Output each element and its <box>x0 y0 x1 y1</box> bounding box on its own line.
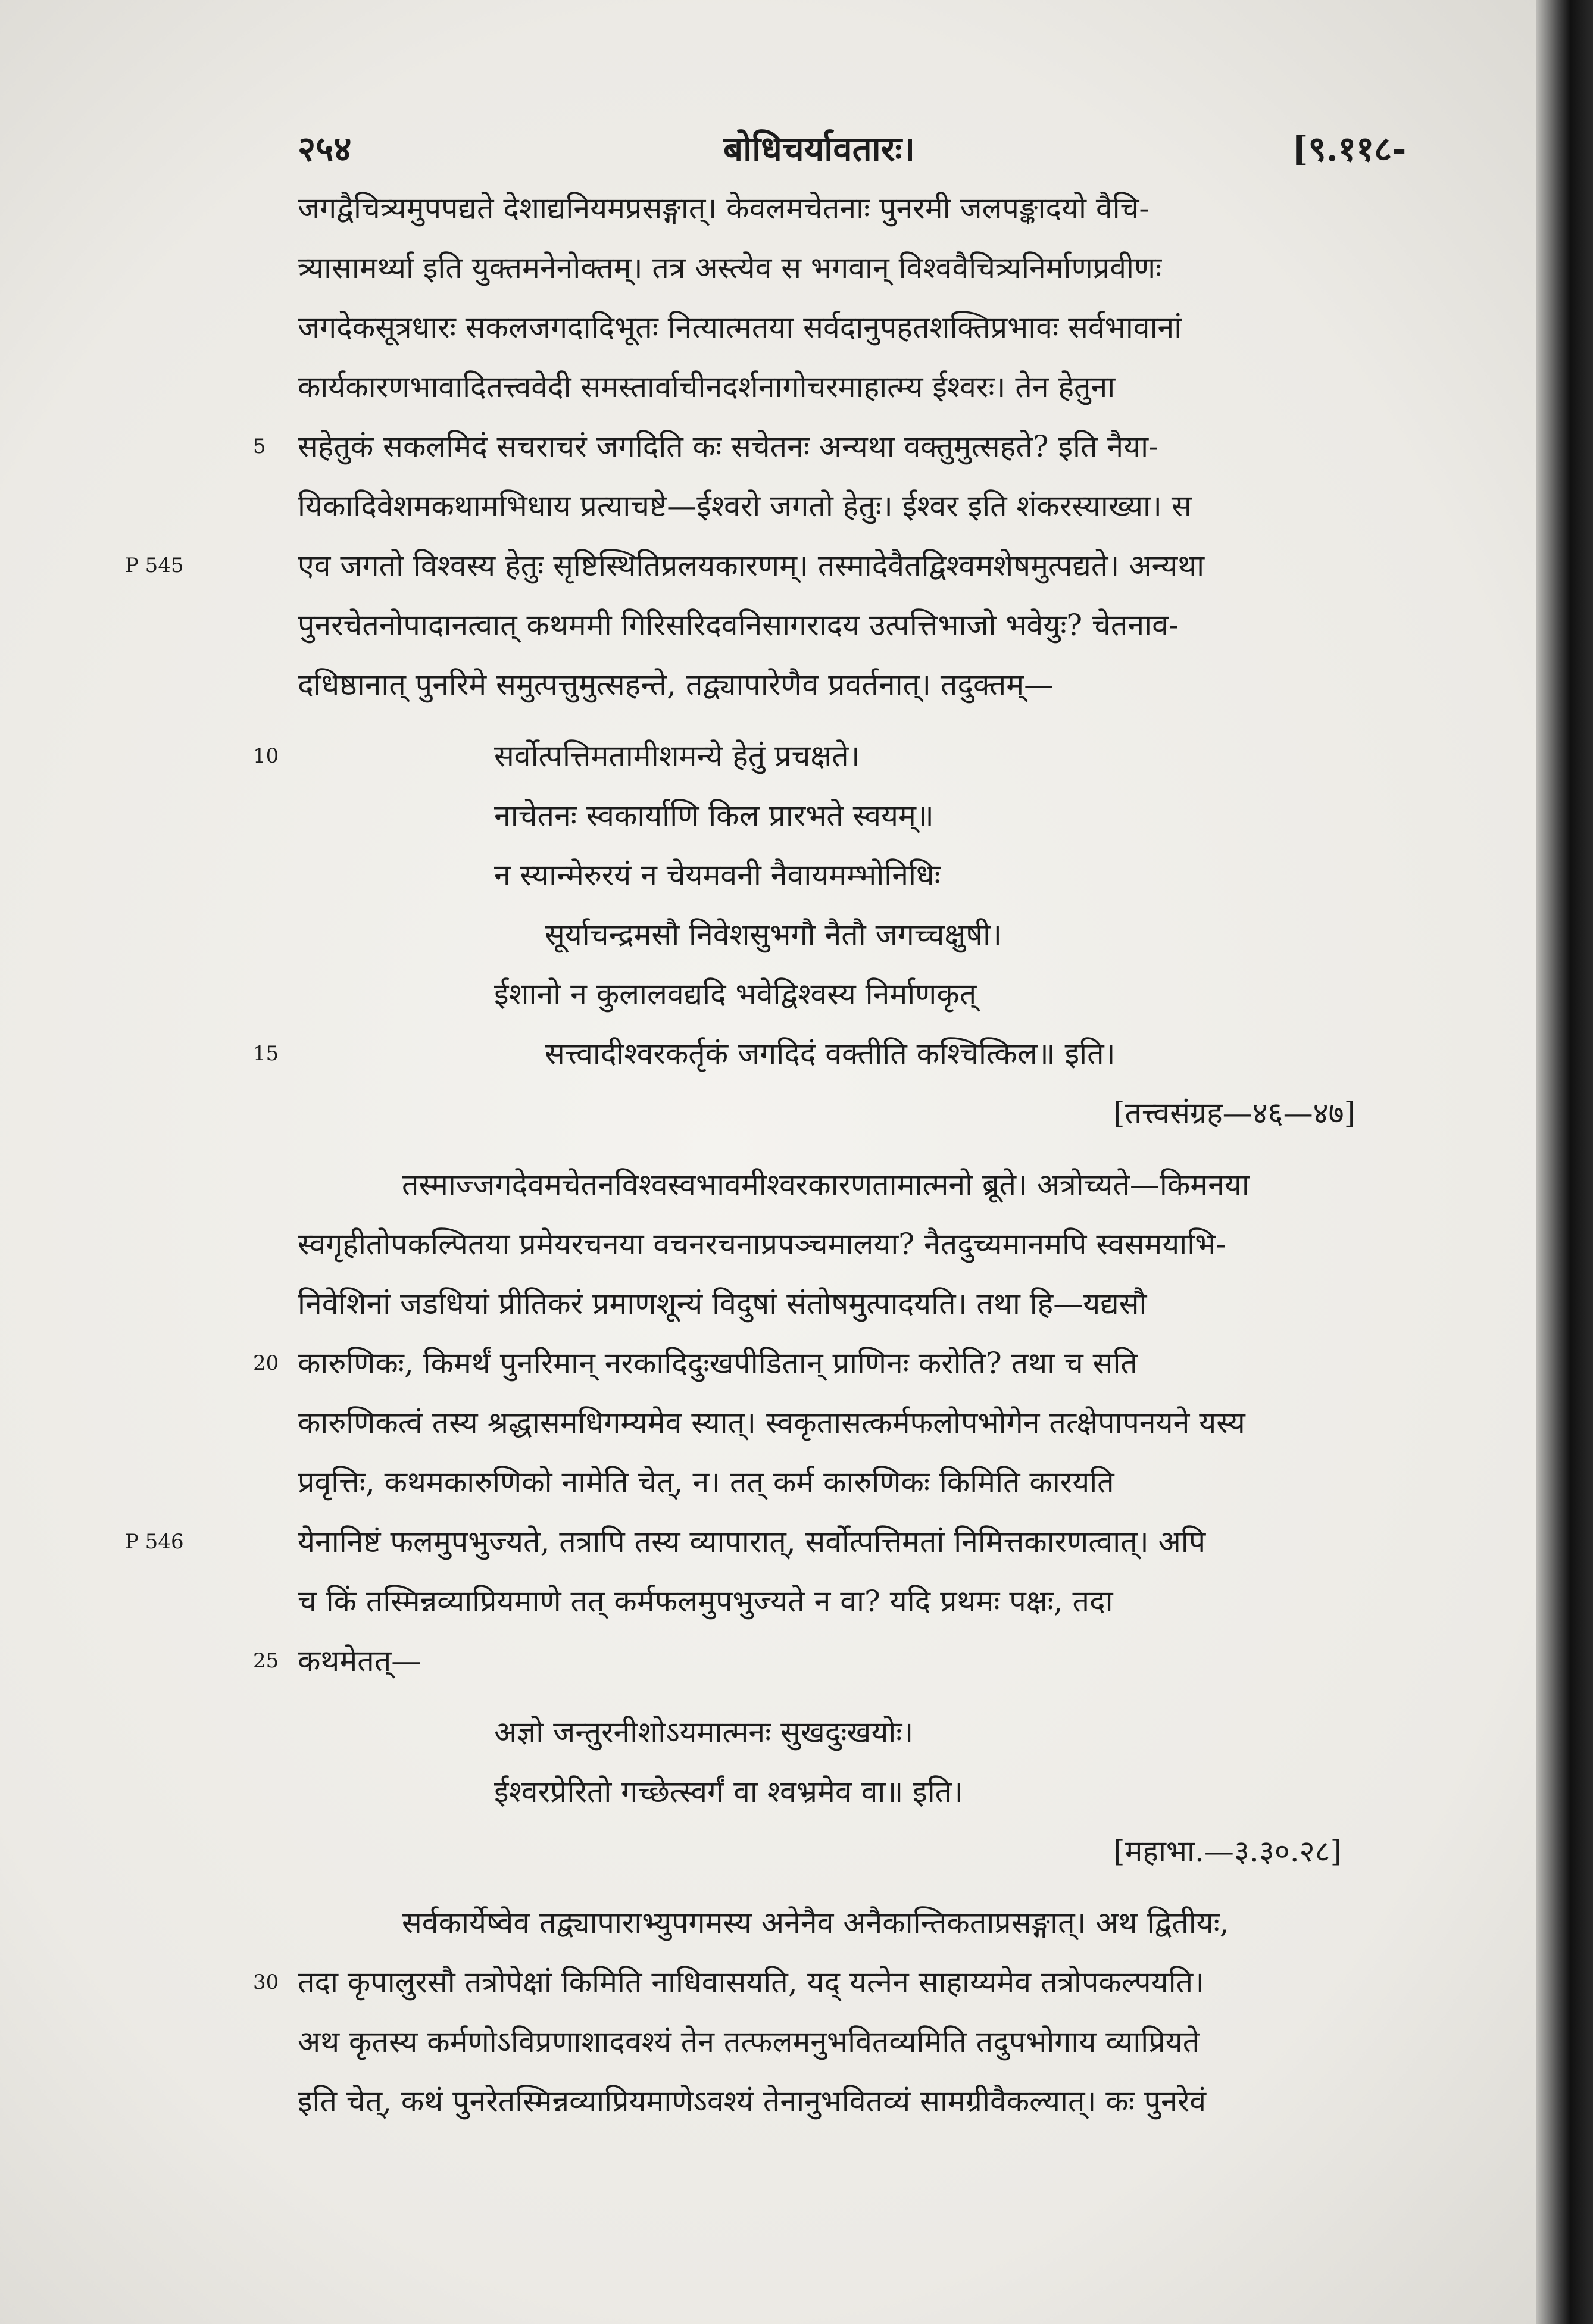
verse-line: सर्वोत्पत्तिमतामीशमन्ये हेतुं प्रचक्षते। <box>494 739 860 773</box>
running-title: बोधिचर्यावतारः। <box>723 129 916 169</box>
book-spine-shadow <box>1536 0 1593 2324</box>
verse-line: ईशानो न कुलालवद्यदि भवेद्विश्वस्य निर्माणकृत् <box>494 977 977 1011</box>
margin-page-reference: P 545 <box>125 554 184 577</box>
text-line: जगदेकसूत्रधारः सकलजगदादिभूतः नित्यात्मतया सर्वदानुपहतशक्तिप्रभावः सर्वभावानां <box>298 310 1182 345</box>
text-line: निवेशिनां जडधियां प्रीतिकरं प्रमाणशून्यं विदुषां संतोषमुत्पादयति। तथा हि—यद्यसौ <box>298 1286 1147 1321</box>
verse-line: सत्त्वादीश्वरकर्तृकं जगदिदं वक्तीति कश्चित्किल॥ इति। <box>545 1036 1116 1071</box>
citation: [तत्त्वसंग्रह—४६—४७] <box>1113 1096 1356 1130</box>
text-line: कथमेतत्— <box>298 1644 421 1678</box>
text-line: दधिष्ठानात् पुनरिमे समुत्पत्तुमुत्सहन्ते, तद्व्यापारेणैव प्रवर्तनात्। तदुक्तम्— <box>298 667 1054 702</box>
text-line: कारुणिकत्वं तस्य श्रद्धासमधिगम्यमेव स्यात्। स्वकृतासत्कर्मफलोपभोगेन तत्क्षेपापनयने यस्य <box>298 1405 1245 1440</box>
line-number: 20 <box>253 1351 279 1375</box>
line-number: 10 <box>253 744 279 768</box>
verse-line: अज्ञो जन्तुरनीशोऽयमात्मनः सुखदुःखयोः। <box>494 1715 914 1750</box>
text-line: तदा कृपालुरसौ तत्रोपेक्षां किमिति नाधिवासयति, यद् यत्नेन साहाय्यमेव तत्रोपकल्पयति। <box>298 1965 1205 2000</box>
line-number: 15 <box>253 1042 279 1066</box>
text-line: इति चेत्, कथं पुनरेतस्मिन्नव्याप्रियमाणेऽवश्यं तेनानुभवितव्यं सामग्रीवैकल्यात्। कः पुनरेवं <box>298 2084 1207 2119</box>
text-line: कार्यकारणभावादितत्त्ववेदी समस्तार्वाचीनदर्शनागोचरमाहात्म्य ईश्वरः। तेन हेतुना <box>298 370 1116 404</box>
line-number: 5 <box>253 435 266 458</box>
page-number: २५४ <box>298 129 352 169</box>
text-line: च किं तस्मिन्नव्याप्रियमाणे तत् कर्मफलमुपभुज्यते न वा? यदि प्रथमः पक्षः, तदा <box>298 1584 1113 1619</box>
text-line: कारुणिकः, किमर्थं पुनरिमान् नरकादिदुःखपीडितान् प्राणिनः करोति? तथा च सति <box>298 1346 1138 1380</box>
line-number: 30 <box>253 1970 279 1994</box>
text-line: सर्वकार्येष्वेव तद्व्यापाराभ्युपगमस्य अनेनैव अनैकान्तिकताप्रसङ्गात्। अथ द्वितीयः, <box>402 1906 1229 1940</box>
text-line: तस्माज्जगदेवमचेतनविश्वस्वभावमीश्वरकारणतामात्मनो ब्रूते। अत्रोच्यते—किमनया <box>402 1167 1250 1202</box>
text-line: येनानिष्टं फलमुपभुज्यते, तत्रापि तस्य व्यापारात्, सर्वोत्पत्तिमतां निमित्तकारणत्वात्। अपि <box>298 1525 1206 1559</box>
margin-page-reference: P 546 <box>125 1530 184 1554</box>
text-line: प्रवृत्तिः, कथमकारुणिको नामेति चेत्, न। तत् कर्म कारुणिकः किमिति कारयति <box>298 1465 1114 1500</box>
text-line: पुनरचेतनोपादानत्वात् कथममी गिरिसरिदवनिसागरादय उत्पत्तिभाजो भवेयुः? चेतनाव- <box>298 608 1179 642</box>
line-number: 25 <box>253 1649 279 1673</box>
text-line: स्वगृहीतोपकल्पितया प्रमेयरचनया वचनरचनाप्रपञ्चमालया? नैतदुच्यमानमपि स्वसमयाभि- <box>298 1227 1226 1261</box>
text-line: सहेतुकं सकलमिदं सचराचरं जगदिति कः सचेतनः अन्यथा वक्तुमुत्सहते? इति नैया- <box>298 429 1158 464</box>
verse-line: ईश्वरप्रेरितो गच्छेत्स्वर्गं वा श्वभ्रमेव वा॥ इति। <box>494 1775 964 1809</box>
text-line: जगद्वैचित्र्यमुपपद्यते देशाद्यनियमप्रसङ्गात्। केवलमचेतनाः पुनरमी जलपङ्कादयो वैचि- <box>298 191 1150 226</box>
verse-line: न स्यान्मेरुरयं न चेयमवनी नैवायमम्भोनिधिः <box>494 858 941 892</box>
text-line: यिकादिवेशमकथामभिधाय प्रत्याचष्टे—ईश्वरो जगतो हेतुः। ईश्वर इति शंकरस्याख्या। स <box>298 489 1192 523</box>
verse-reference: [९.११८- <box>1292 129 1407 169</box>
verse-line: सूर्याचन्द्रमसौ निवेशसुभगौ नैतौ जगच्चक्षुषी। <box>545 917 1002 952</box>
text-line: अथ कृतस्य कर्मणोऽविप्रणाशादवश्यं तेन तत्फलमनुभवितव्यमिति तदुपभोगाय व्याप्रियते <box>298 2025 1200 2059</box>
verse-line: नाचेतनः स्वकार्याणि किल प्रारभते स्वयम्॥ <box>494 798 934 833</box>
text-line: त्र्यासामर्थ्या इति युक्तमनेनोक्तम्। तत्र अस्त्येव स भगवान् विश्ववैचित्र्यनिर्माणप्रवीणः <box>298 251 1162 285</box>
text-line: एव जगतो विश्वस्य हेतुः सृष्टिस्थितिप्रलयकारणम्। तस्मादेवैतद्विश्वमशेषमुत्पद्यते। अन्यथा <box>298 548 1205 583</box>
citation: [महाभा.—३.३०.२८] <box>1113 1834 1342 1869</box>
